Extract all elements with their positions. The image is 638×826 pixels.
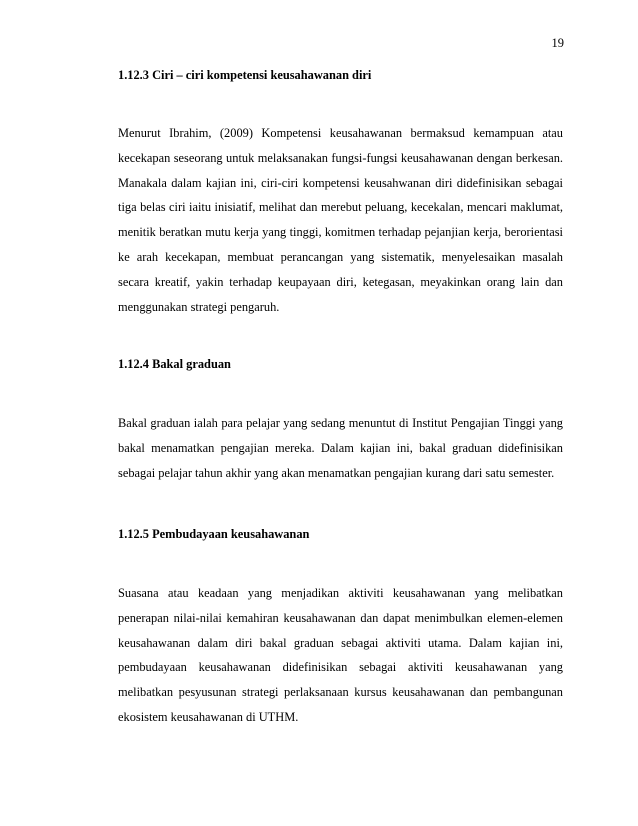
section-heading: 1.12.4 Bakal graduan [118,357,231,371]
section-paragraph: Menurut Ibrahim, (2009) Kompetensi keusahawanan bermaksud kemampuan atau kecekapan seseorang untuk melaksanakan fungsi-fungsi keusahawanan dengan berkesan. Manakala dalam kajian ini, ciri-ciri kompetensi keusahwanan diri didefinisikan sebagai tiga belas ciri iaitu inisiatif, melihat dan merebut peluang, kecekalan, mencari maklumat, menitik beratkan mutu kerja yang tinggi, komitmen terhadap pejanjian kerja, berorientasi ke arah kecekapan, membuat perancangan yang sistematik, menyelesaikan masalah secara kreatif, yakin terhadap keupayaan diri, ketegasan, meyakinkan orang lain dan menggunakan strategi pengaruh. [118,126,563,314]
section-pembudayaan [118,527,563,542]
page-number: 19 [551,36,564,50]
section-ciri-kompetensi [118,68,563,83]
section-heading: 1.12.5 Pembudayaan keusahawanan [118,527,310,541]
section-pembudayaan-body [118,581,563,730]
section-paragraph: Bakal graduan ialah para pelajar yang sedang menuntut di Institut Pengajian Tinggi yang bakal menamatkan pengajian mereka. Dalam kajian ini, bakal graduan didefinisikan sebagai pelajar tahun akhir yang akan menamatkan pengajian kurang dari satu semester. [118,416,563,480]
section-heading: 1.12.3 Ciri – ciri kompetensi keusahawanan diri [118,68,372,82]
section-bakal-graduan-body [118,411,563,485]
section-bakal-graduan [118,357,563,372]
section-paragraph: Suasana atau keadaan yang menjadikan aktiviti keusahawanan yang melibatkan penerapan nilai-nilai kemahiran keusahawanan dan dapat menimbulkan elemen-elemen keusahawanan dalam diri bakal graduan sebagai aktiviti utama. Dalam kajian ini, pembudayaan keusahawanan didefinisikan sebagai aktiviti keusahawanan yang melibatkan pesyusunan strategi perlaksanaan kursus keusahawanan dan pembangunan ekosistem keusahawanan di UTHM. [118,586,563,724]
section-ciri-kompetensi-body [118,121,563,319]
